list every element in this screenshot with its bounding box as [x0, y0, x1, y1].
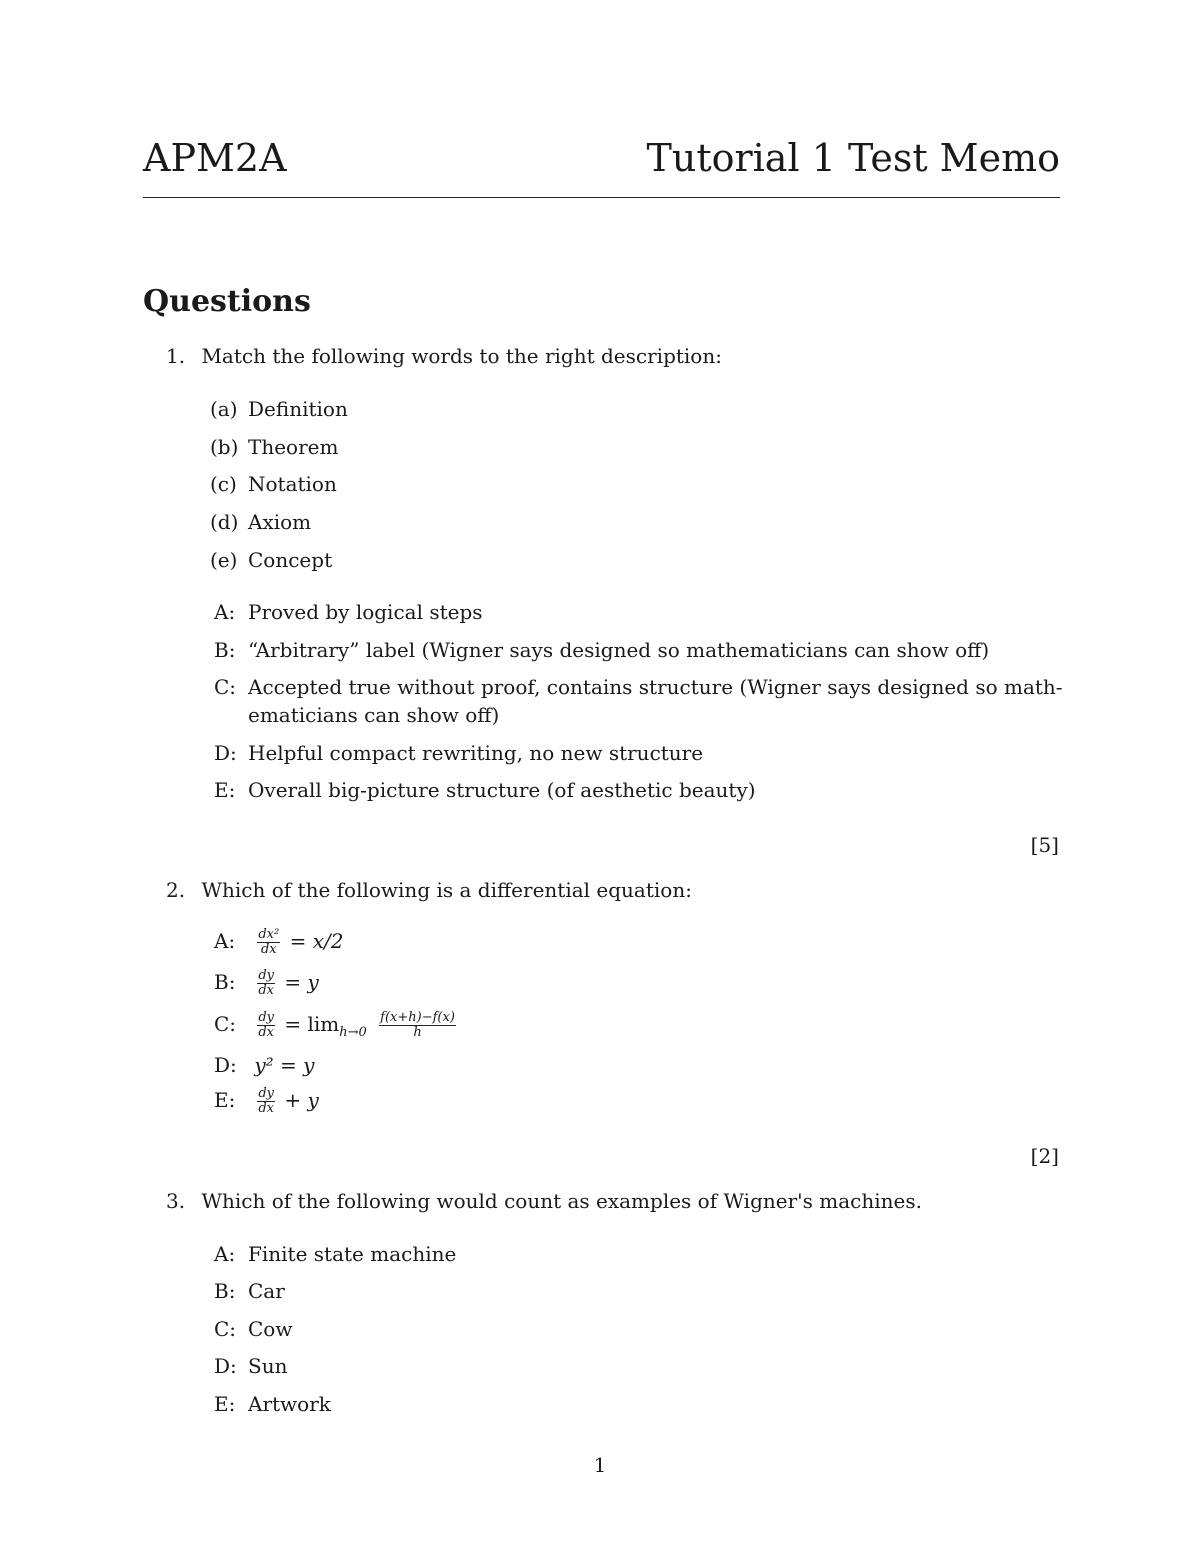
- list-item: C: $\frac{dy}{dx}$ = $\lim_{h\to 0}$ $\frac{f(x+h)-f(x)}{h}$: [214, 1010, 455, 1040]
- list-item: E: Artwork: [214, 1392, 331, 1416]
- question-number: 1.: [166, 344, 186, 368]
- list-item: A: Finite state machine: [214, 1242, 457, 1266]
- document-title: Tutorial 1 Test Memo: [646, 136, 1060, 180]
- list-item: (a) Definition: [210, 397, 348, 421]
- list-item: D: Sun: [214, 1354, 288, 1378]
- page-number: 1: [593, 1453, 607, 1477]
- list-item: B: “Arbitrary” label (Wigner says designed so mathematicians can show off): [214, 638, 990, 662]
- header-rule: [143, 197, 1060, 198]
- question-1: [166, 344, 722, 368]
- list-item: C: Cow: [214, 1317, 293, 1341]
- marks-q1: [5]: [1030, 833, 1059, 857]
- list-item: C: Accepted true without proof, contains structure (Wigner says designed so math-: [214, 675, 1063, 699]
- question-prompt: Match the following words to the right description:: [201, 344, 722, 368]
- question-prompt: Which of the following would count as examples of Wigner's machines.: [201, 1189, 922, 1213]
- list-item: (d) Axiom: [210, 510, 312, 534]
- list-item: B: Car: [214, 1279, 285, 1303]
- course-code: APM2A: [143, 136, 287, 180]
- list-item: (b) Theorem: [210, 435, 339, 459]
- list-item: A: $\frac{\text{dx²}}{dx}$ = x/2: [214, 927, 344, 957]
- list-item: D: Helpful compact rewriting, no new structure: [214, 741, 704, 765]
- list-item: A: Proved by logical steps: [214, 600, 483, 624]
- question-2: [166, 878, 692, 902]
- question-prompt: Which of the following is a differential equation:: [201, 878, 692, 902]
- list-item: B: $\frac{dy}{dx}$ = y: [214, 968, 319, 998]
- question-number: 3.: [166, 1189, 186, 1213]
- question-number: 2.: [166, 878, 186, 902]
- list-item-continuation: ematicians can show off): [248, 703, 500, 727]
- list-item: E: $\frac{dy}{dx}$ + y: [214, 1086, 319, 1116]
- list-item: D: y² = y: [214, 1053, 315, 1077]
- section-title: Questions: [143, 284, 311, 319]
- list-item: (c) Notation: [210, 472, 337, 496]
- list-item: E: Overall big-picture structure (of aesthetic beauty): [214, 778, 756, 802]
- marks-q2: [2]: [1030, 1144, 1059, 1168]
- question-3: [166, 1189, 922, 1213]
- list-item: (e) Concept: [210, 548, 333, 572]
